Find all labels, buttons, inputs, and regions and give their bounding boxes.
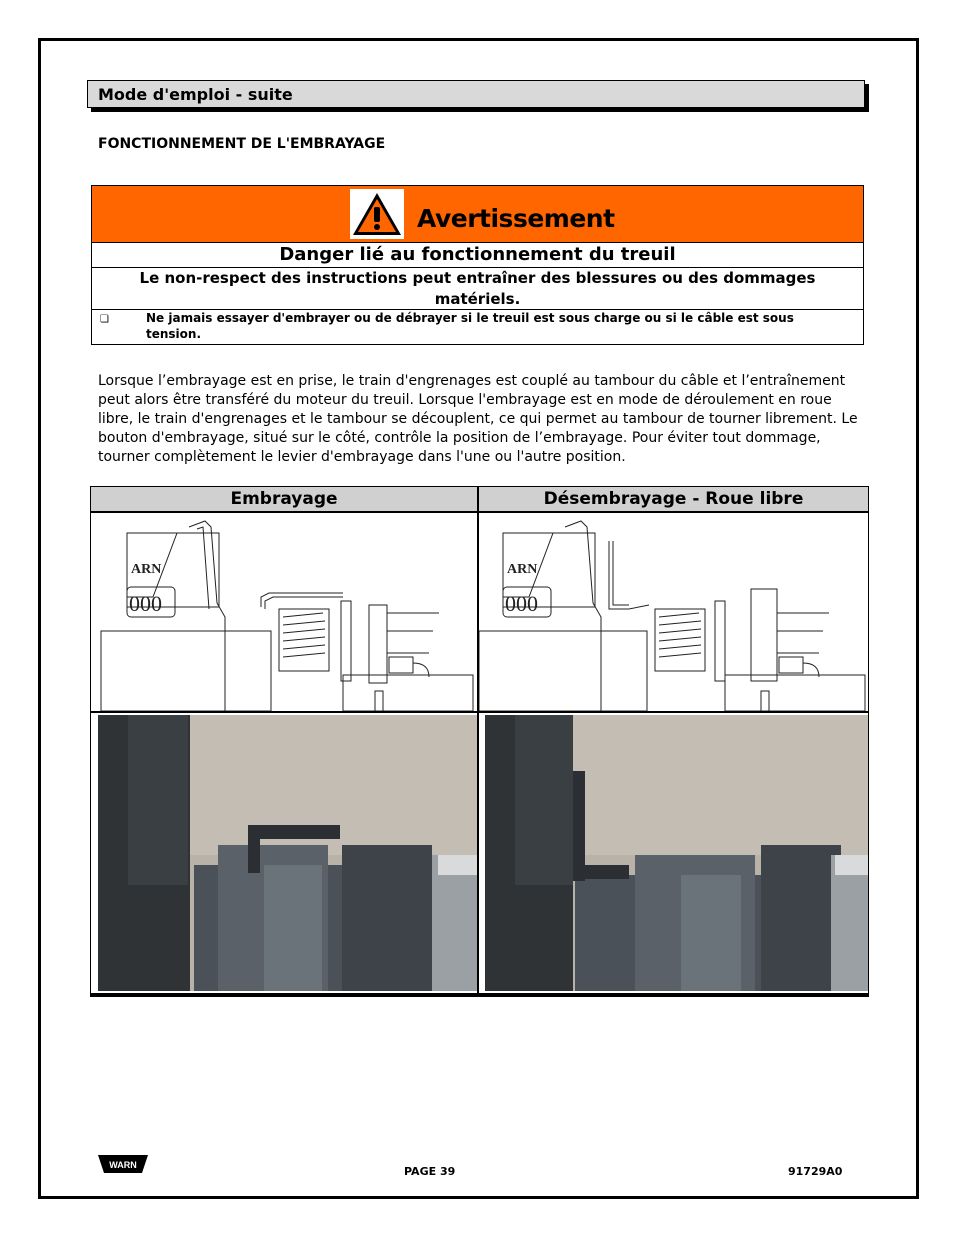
section-title: Mode d'emploi - suite <box>98 85 293 104</box>
winch-photo-engaged <box>98 715 477 991</box>
photo-engaged <box>98 715 477 991</box>
warning-box <box>91 185 864 345</box>
document-code: 91729A0 <box>788 1165 843 1178</box>
section-header <box>87 80 865 108</box>
svg-text:000: 000 <box>505 591 538 616</box>
column-header-freespool: Désembrayage - Roue libre <box>479 487 868 513</box>
drawing-freespool <box>479 513 868 711</box>
drawing-engaged <box>93 513 477 711</box>
svg-text:ARN: ARN <box>131 562 162 577</box>
winch-photo-freespool <box>485 715 868 991</box>
warning-title: Avertissement <box>417 204 615 233</box>
column-header-engaged: Embrayage <box>91 487 479 513</box>
winch-line-drawing-freespool <box>479 513 868 711</box>
svg-text:ARN: ARN <box>507 562 538 577</box>
svg-text:WARN: WARN <box>109 1160 137 1170</box>
warning-hazard: Danger lié au fonctionnement du treuil <box>92 243 863 268</box>
photo-freespool <box>485 715 868 991</box>
table-vertical-divider <box>477 487 479 996</box>
checkbox-bullet-icon: ❏ <box>100 314 109 325</box>
subheading: FONCTIONNEMENT DE L'EMBRAYAGE <box>98 136 386 152</box>
clutch-table <box>90 486 869 997</box>
table-bottom-rule <box>91 993 868 996</box>
body-paragraph: Lorsque l’embrayage est en prise, le train d'engrenages est couplé au tambour du câble et l’entraînement peut alors être transféré du moteur du treuil. Lorsque l'embrayage est en mode de déroulement en roue libre, le train d'engrenages et le tambour se découplent, ce qui permet au tambour de tourner librement. Le bouton d'embrayage, situé sur le côté, contrôle la position de l’embrayage. Pour éviter tout dommage, tourner complètement le levier d'embrayage dans l'une ou l'autre position. <box>98 373 858 465</box>
winch-line-drawing-engaged <box>93 513 477 711</box>
warning-consequence: Le non-respect des instructions peut entraîner des blessures ou des dommages matériels. <box>92 268 863 310</box>
warn-logo <box>98 1153 148 1175</box>
warning-header <box>92 186 863 243</box>
warning-bullet-text: Ne jamais essayer d'embrayer ou de débrayer si le treuil est sous charge ou si le câble est sous tension. <box>146 311 794 341</box>
svg-text:000: 000 <box>129 591 162 616</box>
warning-bullet-row <box>92 310 863 344</box>
warning-triangle-icon <box>350 189 404 239</box>
table-horizontal-divider <box>91 711 868 713</box>
page-number: PAGE 39 <box>404 1165 456 1178</box>
